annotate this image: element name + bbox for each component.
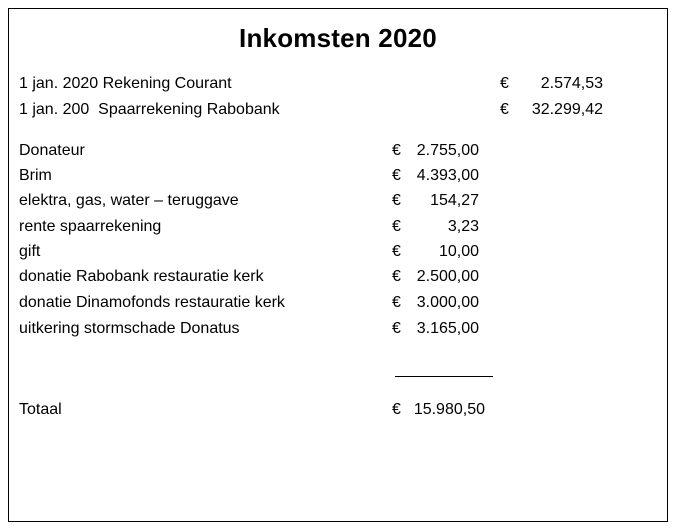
income-amount: 10,00 (438, 243, 479, 260)
income-label: elektra, gas, water – teruggave (19, 192, 239, 209)
income-label: donatie Rabobank restauratie kerk (19, 268, 264, 285)
currency-symbol: € (392, 218, 401, 235)
balance-amount: 2.574,53 (540, 75, 603, 92)
currency-symbol: € (392, 243, 401, 260)
document-frame (8, 8, 668, 522)
balance-amount: 32.299,42 (531, 101, 603, 118)
income-amount: 2.500,00 (416, 268, 479, 285)
currency-symbol: € (392, 268, 401, 285)
currency-symbol: € (392, 142, 401, 159)
currency-symbol: € (392, 167, 401, 184)
balance-label: 1 jan. 200 Spaarrekening Rabobank (19, 101, 280, 118)
total-amount: 15.980,50 (413, 401, 485, 418)
currency-symbol: € (392, 320, 401, 337)
sum-divider (395, 376, 493, 377)
currency-symbol: € (500, 75, 509, 92)
income-label: uitkering stormschade Donatus (19, 320, 240, 337)
income-label: rente spaarrekening (19, 218, 162, 235)
currency-symbol: € (392, 294, 401, 311)
currency-symbol: € (392, 401, 401, 418)
balance-label: 1 jan. 2020 Rekening Courant (19, 75, 232, 92)
income-label: Donateur (19, 142, 85, 159)
total-label: Totaal (19, 401, 62, 418)
income-amount: 3.165,00 (416, 320, 479, 337)
page-title: Inkomsten 2020 (239, 23, 437, 53)
income-amount: 3.000,00 (416, 294, 479, 311)
currency-symbol: € (392, 192, 401, 209)
income-amount: 3,23 (447, 218, 479, 235)
currency-symbol: € (500, 101, 509, 118)
income-amount: 4.393,00 (416, 167, 479, 184)
income-label: gift (19, 243, 41, 260)
income-label: Brim (19, 167, 52, 184)
income-label: donatie Dinamofonds restauratie kerk (19, 294, 285, 311)
income-amount: 154,27 (430, 192, 479, 209)
income-amount: 2.755,00 (416, 142, 479, 159)
